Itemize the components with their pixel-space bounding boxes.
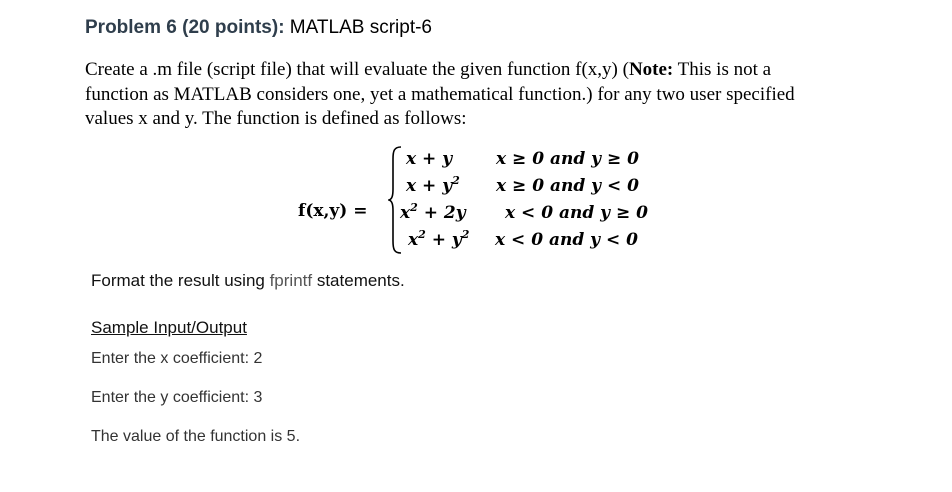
case-expr-4: $x^2 + y^2$	[408, 228, 470, 250]
description-line-3: values x and y. The function is defined as follows:	[85, 108, 467, 129]
case-expr-3: $x^2 + 2y$	[400, 201, 466, 223]
format-instruction	[91, 271, 405, 291]
description-line-1-post: This is not a	[673, 59, 772, 80]
format-instruction-post: statements.	[312, 271, 405, 290]
description-line-1	[85, 58, 885, 83]
problem-title-bold: Problem 6 (20 points):	[85, 17, 285, 38]
format-instruction-pre: Format the result using	[91, 271, 270, 290]
problem-title-rest: MATLAB script-6	[284, 17, 432, 38]
note-label: Note:	[628, 59, 674, 80]
case-condition-2: x ≥ 0 and y < 0	[496, 176, 639, 196]
sample-line-x-prompt: Enter the x coefficient: 2	[91, 350, 263, 367]
function-conditions	[492, 146, 648, 254]
case-condition-1: x ≥ 0 and y ≥ 0	[496, 149, 639, 169]
fprintf-keyword: fprintf	[269, 271, 313, 290]
function-lhs: f(x,y) =	[298, 201, 368, 221]
function-cases	[400, 146, 469, 254]
case-expr-1: x + y	[406, 149, 453, 169]
description-line-2: function as MATLAB considers one, yet a mathematical function.) for any two user specified	[85, 83, 795, 105]
case-condition-4: x < 0 and y < 0	[495, 230, 638, 250]
sample-line-y-prompt: Enter the y coefficient: 3	[91, 389, 263, 406]
case-condition-3: x < 0 and y ≥ 0	[505, 203, 648, 223]
problem-title	[85, 17, 432, 39]
case-expr-2: $x + y^2$	[406, 174, 460, 196]
description-line-1-pre: Create a .m file (script file) that will evaluate the given function f(x,y) (	[85, 59, 629, 80]
problem-description	[85, 58, 885, 132]
sample-io-heading: Sample Input/Output	[91, 318, 247, 337]
sample-line-result: The value of the function is 5.	[91, 428, 301, 445]
